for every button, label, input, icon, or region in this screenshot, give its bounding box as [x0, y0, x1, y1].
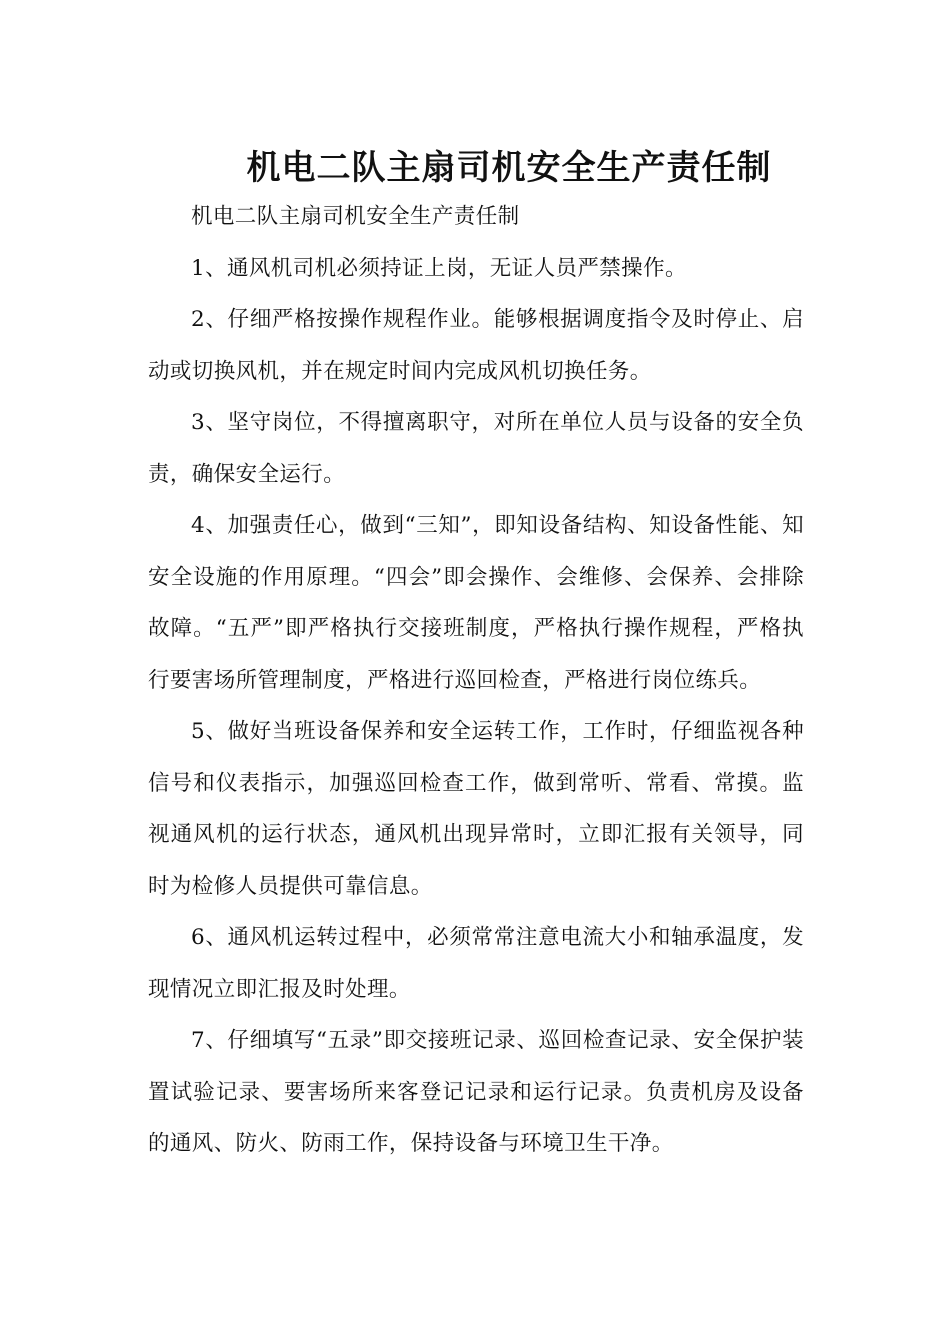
- document-title: 机电二队主扇司机安全生产责任制: [246, 147, 772, 188]
- document-body: [148, 191, 804, 1170]
- clause-item-3: 3、坚守岗位，不得擅离职守，对所在单位人员与设备的安全负责，确保安全运行。: [148, 410, 804, 487]
- document-subtitle: 机电二队主扇司机安全生产责任制: [191, 204, 520, 229]
- clause-item-7: 7、仔细填写“五录”即交接班记录、巡回检查记录、安全保护装置试验记录、要害场所来客登记记录和运行记录。负责机房及设备的通风、防火、防雨工作，保持设备与环境卫生干净。: [148, 1028, 804, 1156]
- clause-item-5: 5、做好当班设备保养和安全运转工作，工作时，仔细监视各种信号和仪表指示，加强巡回检查工作，做到常听、常看、常摸。监视通风机的运行状态，通风机出现异常时，立即汇报有关领导，同时为检修人员提供可靠信息。: [148, 719, 804, 899]
- clause-item-6: 6、通风机运转过程中，必须常常注意电流大小和轴承温度，发现情况立即汇报及时处理。: [148, 925, 804, 1002]
- clause-item-2: 2、仔细严格按操作规程作业。能够根据调度指令及时停止、启动或切换风机，并在规定时间内完成风机切换任务。: [148, 307, 804, 384]
- clause-item-4: 4、加强责任心，做到“三知”，即知设备结构、知设备性能、知安全设施的作用原理。“四会”即会操作、会维修、会保养、会排除故障。“五严”即严格执行交接班制度，严格执行操作规程，严格执行要害场所管理制度，严格进行巡回检查，严格进行岗位练兵。: [148, 513, 804, 693]
- clause-item-1: 1、通风机司机必须持证上岗，无证人员严禁操作。: [191, 255, 687, 281]
